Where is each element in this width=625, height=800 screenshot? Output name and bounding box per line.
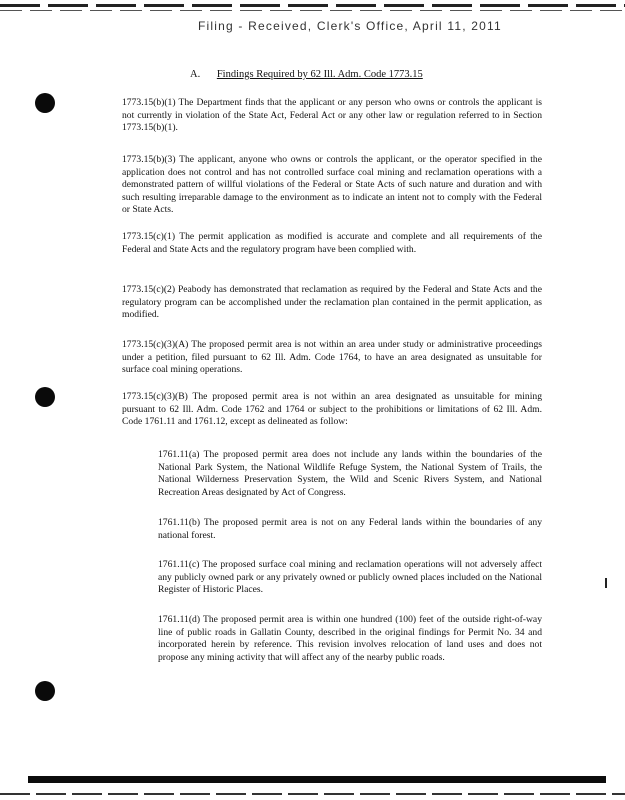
scan-bottom-bar (28, 776, 606, 783)
punch-hole-icon (35, 681, 55, 701)
finding-paragraph: 1773.15(c)(3)(B) The proposed permit area is not within an area designated as unsuitable for mining pursuant to 62 Ill. Adm. Code 1762 and 1764 or subject to the prohibitions or limitations of 62 Ill. Adm. Code 1761.11 and 1761.12, except as delineated as follow: (122, 391, 542, 428)
scan-bottom-rule (0, 793, 625, 795)
exception-subparagraph: 1761.11(d) The proposed permit area is within one hundred (100) feet of the outside right-of-way line of public roads in Gallatin County, described in the original findings for Permit No. 34 and incorporated herein by reference. This revision involves relocation of land uses and does not propose any mining activity that will affect any of the nearby public roads. (158, 614, 542, 663)
section-title: Findings Required by 62 Ill. Adm. Code 1773.15 (216, 69, 423, 80)
filing-stamp: Filing - Received, Clerk's Office, April 11, 2011 (198, 19, 502, 33)
punch-hole-icon (35, 387, 55, 407)
scan-top-rule-secondary (0, 10, 625, 11)
punch-hole-icon (35, 93, 55, 113)
scan-top-rule (0, 4, 625, 7)
section-heading (190, 69, 423, 80)
finding-paragraph: 1773.15(c)(1) The permit application as modified is accurate and complete and all requirements of the Federal and State Acts and the regulatory program have been complied with. (122, 231, 542, 255)
finding-paragraph: 1773.15(b)(3) The applicant, anyone who owns or controls the applicant, or the operator specified in the application does not control and has not controlled surface coal mining and reclamation operations with a demonstrated pattern of willful violations of the Federal or State Acts of such nature and duration and with such resulting irreparable damage to the environment as to indicate an intent not to comply with the Federal or State Acts. (122, 154, 542, 216)
section-letter: A. (190, 69, 201, 80)
exception-subparagraph: 1761.11(b) The proposed permit area is not on any Federal lands within the boundaries of any national forest. (158, 517, 542, 541)
exception-subparagraph: 1761.11(a) The proposed permit area does not include any lands within the boundaries of the National Park System, the National Wildlife Refuge System, the National System of Trails, the National Wilderness Preservation System, the Wild and Scenic Rivers System, and National Recreation Areas designated by Act of Congress. (158, 449, 542, 498)
exception-subparagraph: 1761.11(c) The proposed surface coal mining and reclamation operations will not adversely affect any publicly owned park or any privately owned or publicly owned places included on the National Register of Historic Places. (158, 559, 542, 596)
finding-paragraph: 1773.15(c)(3)(A) The proposed permit area is not within an area under study or administrative proceedings under a petition, filed pursuant to 62 Ill. Adm. Code 1764, to have an area designated as unsuitable for surface coal mining operations. (122, 339, 542, 376)
finding-paragraph: 1773.15(b)(1) The Department finds that the applicant or any person who owns or controls the applicant is not currently in violation of the State Act, Federal Act or any other law or regulation referred to in Section 1773.15(b)(1). (122, 97, 542, 134)
finding-paragraph: 1773.15(c)(2) Peabody has demonstrated that reclamation as required by the Federal and State Acts and the regulatory program can be accomplished under the reclamation plan contained in the permit application, as modified. (122, 284, 542, 321)
scan-artifact (605, 578, 607, 588)
